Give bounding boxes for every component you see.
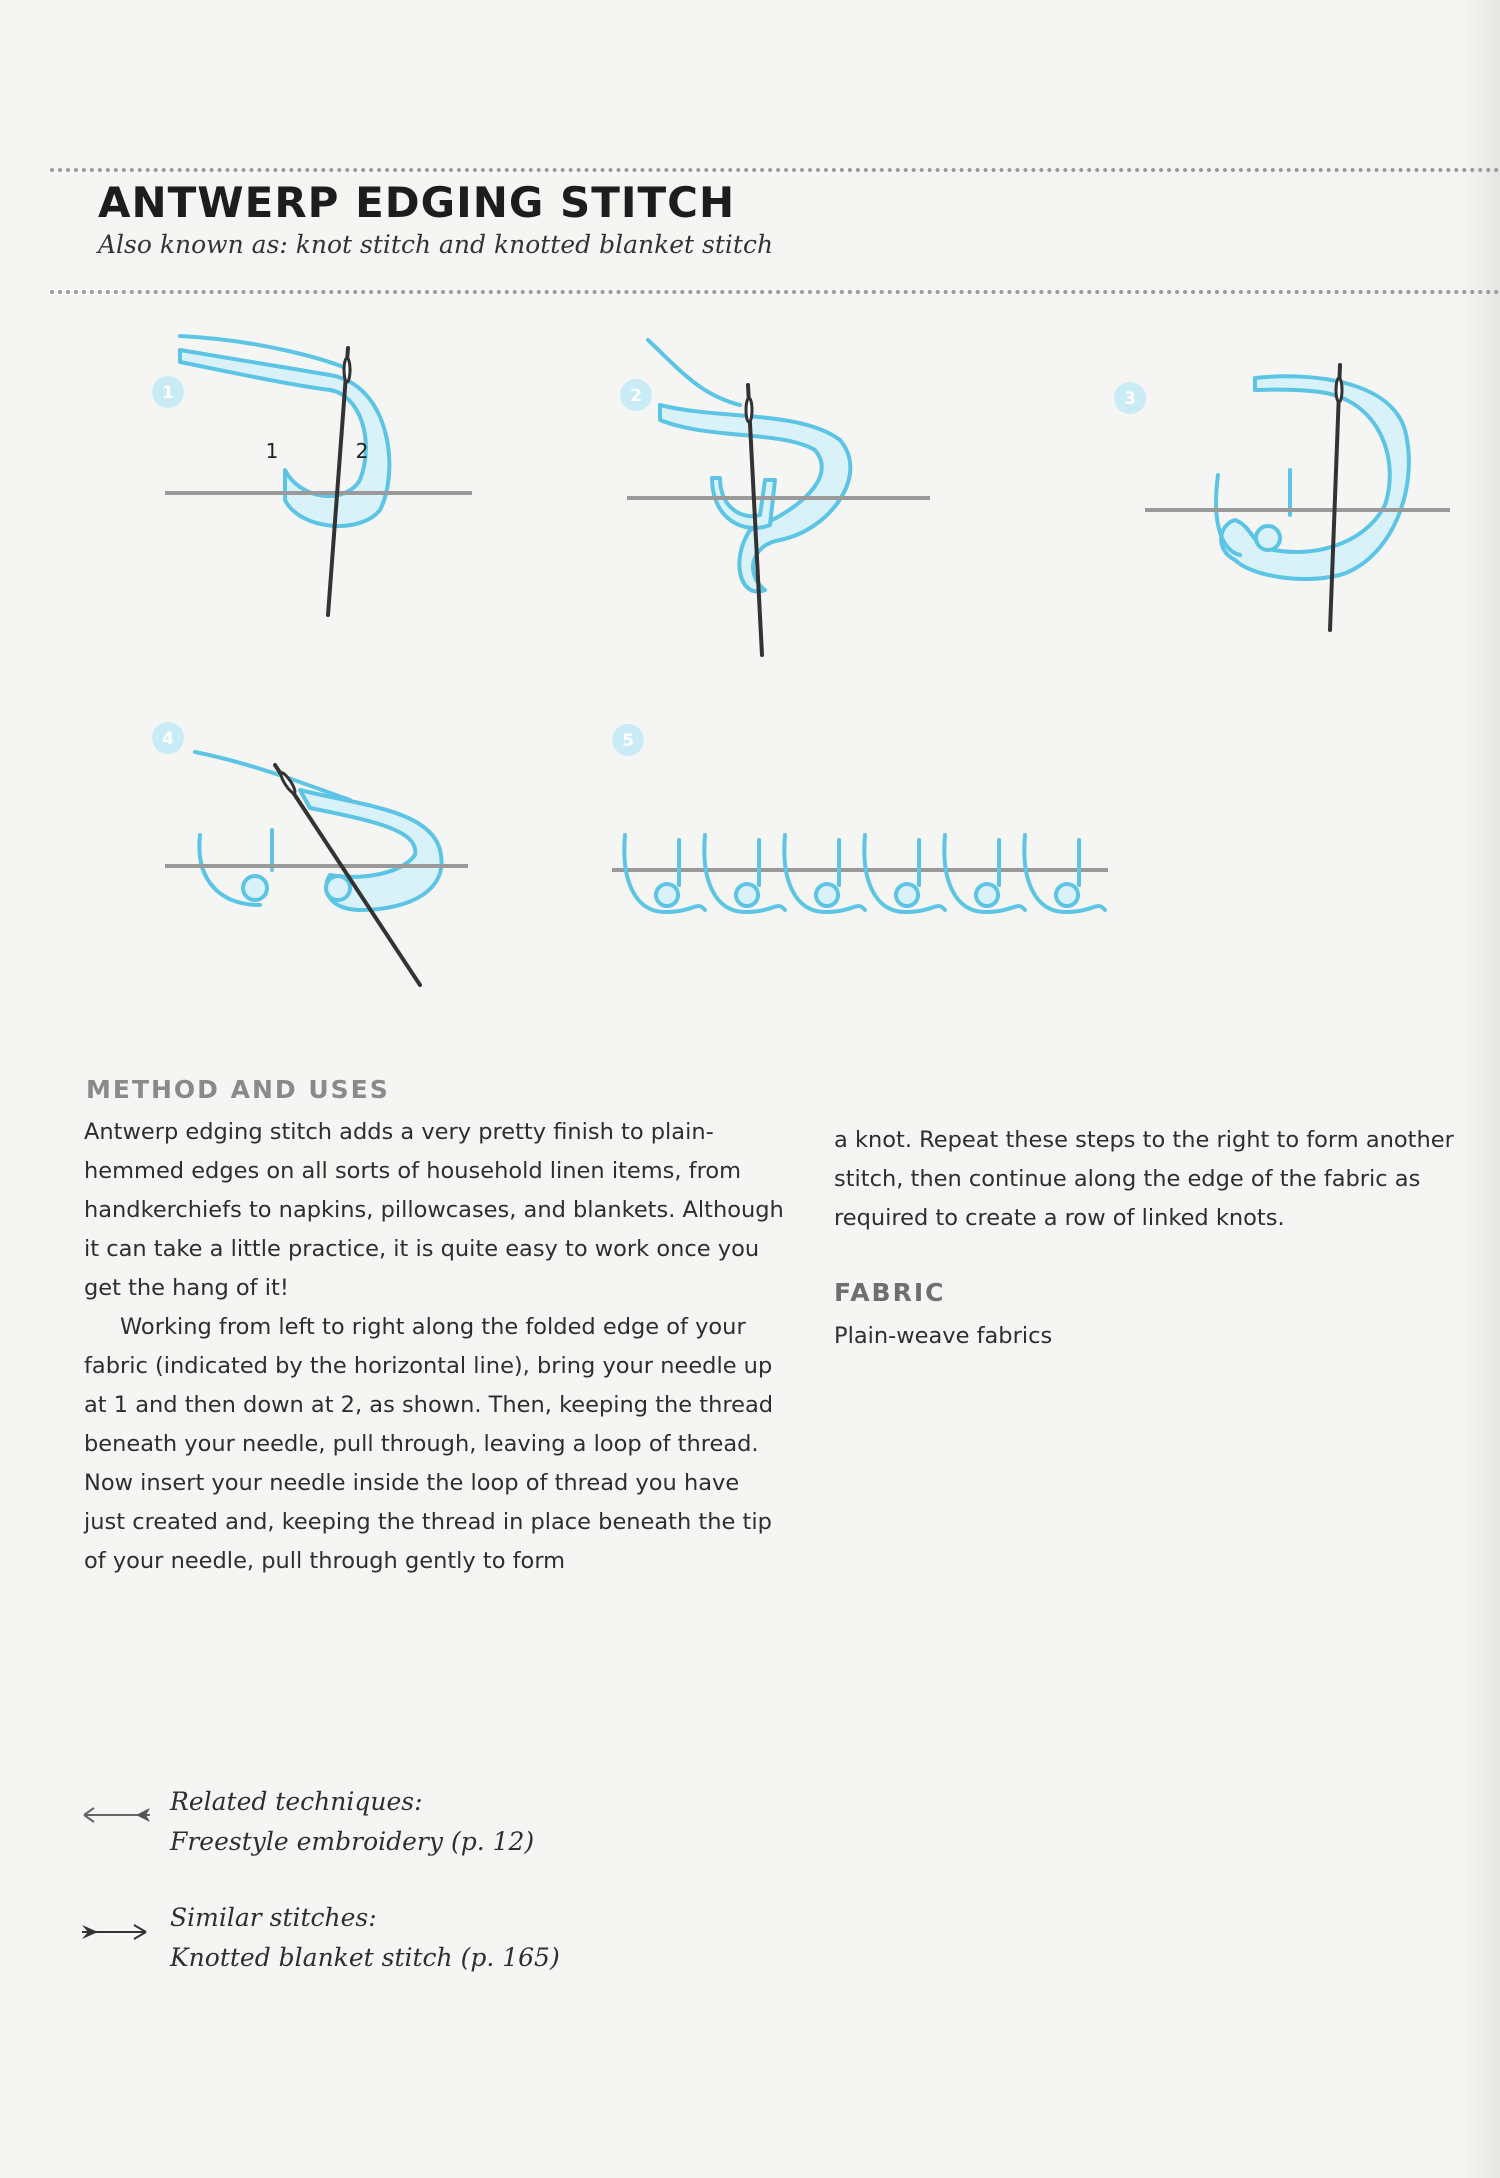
step-5-diagram (612, 724, 1108, 912)
related-techniques (170, 1782, 534, 1862)
page-title: ANTWERP EDGING STITCH (98, 178, 736, 227)
method-body (84, 1113, 784, 1581)
dotted-rule-bottom (50, 290, 1500, 294)
arrow-left-icon (76, 1800, 156, 1830)
knot (816, 884, 838, 906)
thread (648, 340, 740, 405)
dotted-rule-top (50, 168, 1500, 172)
method-paragraph-1: Antwerp edging stitch adds a very pretty finish to plain-hemmed edges on all sorts of household linen items, from handkerchiefs to napkins, pillowcases, and blankets. Although it can take a little practice, it is quite easy to work once you get the hang of it! (84, 1119, 784, 1301)
similar-link[interactable]: Knotted blanket stitch (p. 165) (170, 1943, 560, 1972)
needle-eye (746, 398, 752, 422)
knot (736, 884, 758, 906)
fabric-text: Plain-weave fabrics (834, 1323, 1053, 1349)
fabric-heading: FABRIC (834, 1278, 946, 1307)
step-1-number: 1 (162, 383, 174, 403)
point-label-1: 1 (265, 439, 279, 463)
knot (1056, 884, 1078, 906)
knot (243, 876, 267, 900)
related-link[interactable]: Freestyle embroidery (p. 12) (170, 1827, 535, 1856)
method-paragraph-2: Working from left to right along the folded edge of your fabric (indicated by the horizontal line), bring your needle up at 1 and then down at 2, as shown. Then, keeping the thread beneath your needle, pull through, leaving a loop of thread. Now insert your needle inside the loop of thread you have just created and, keeping the thread in place beneath the tip of your needle, pull through gently to form (84, 1314, 774, 1574)
step-5-number: 5 (622, 731, 634, 751)
similar-stitches (170, 1898, 560, 1978)
knot-row (624, 835, 1105, 912)
step-2-diagram (620, 340, 930, 655)
knot (1256, 526, 1280, 550)
also-known-as: Also known as: knot stitch and knotted blanket stitch (98, 230, 774, 259)
knot (326, 876, 350, 900)
step-3-number: 3 (1124, 389, 1136, 409)
thread (195, 752, 350, 800)
knot (976, 884, 998, 906)
step-4-diagram (152, 722, 468, 985)
method-continuation: a knot. Repeat these steps to the right to form another stitch, then continue along the edge of the fabric as required to create a row of linked knots. (834, 1127, 1454, 1231)
needle-eye (344, 358, 350, 382)
thread-loop (712, 478, 775, 528)
stitch-diagrams (0, 320, 1500, 1040)
method-heading: METHOD AND USES (86, 1075, 390, 1104)
needle-eye (279, 771, 297, 794)
thread-loop (300, 790, 442, 910)
knot (656, 884, 678, 906)
step-2-number: 2 (630, 386, 642, 406)
needle (1330, 365, 1340, 630)
needle-eye (1336, 378, 1342, 402)
step-3-diagram (1114, 365, 1450, 630)
similar-label: Similar stitches: (170, 1903, 377, 1932)
arrow-right-icon (76, 1917, 156, 1947)
step-1-diagram (152, 336, 472, 615)
step-4-number: 4 (162, 729, 174, 749)
knot (896, 884, 918, 906)
thread-loop (1221, 376, 1409, 579)
related-label: Related techniques: (170, 1787, 423, 1816)
thread-loop (180, 350, 389, 526)
point-label-2: 2 (355, 439, 369, 463)
